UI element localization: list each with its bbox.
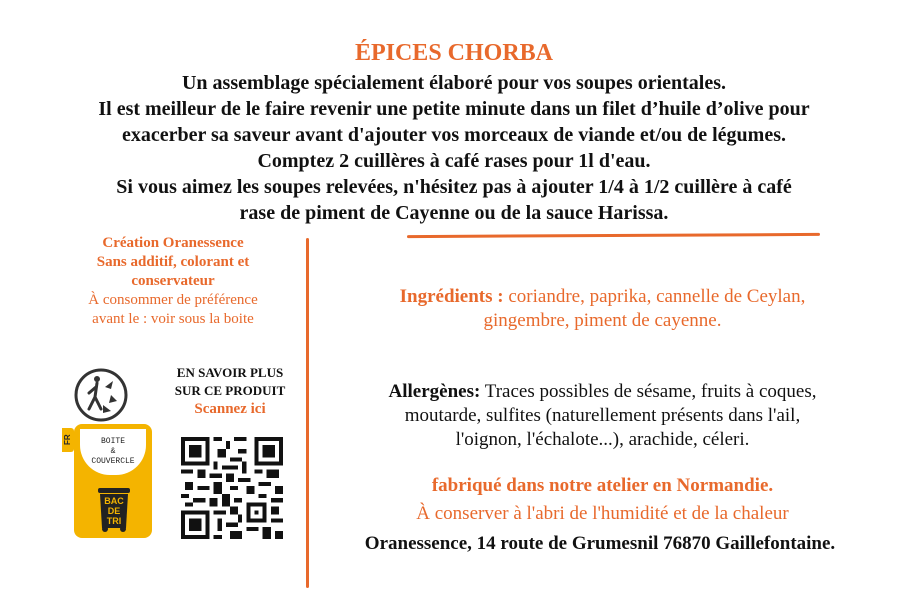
best-before-text: À consommer de préférence xyxy=(88,292,258,308)
product-description xyxy=(20,70,888,226)
packaging-label-line: & xyxy=(110,447,116,456)
intro-line: exacerber sa saveur avant d'ajouter vos morceaux de viande et/ou de légumes. xyxy=(121,124,786,146)
intro-line: Si vous aimez les soupes relevées, n'hésitez pas à ajouter 1/4 à 1/2 cuillère à café xyxy=(116,176,792,198)
made-in-text: fabriqué dans notre atelier en Normandie. xyxy=(431,475,774,496)
allergens-text: Traces possibles de sésame, fruits à coques, xyxy=(484,381,817,402)
brand-info xyxy=(55,234,291,329)
fr-tag: FR xyxy=(62,428,74,452)
intro-line: Il est meilleur de le faire revenir une petite minute dans un filet d’huile d’olive pour xyxy=(98,98,810,120)
packaging-label xyxy=(80,429,146,475)
ingredients-label: Ingrédients : xyxy=(399,286,504,307)
sorting-info-card xyxy=(74,424,152,538)
allergens-label: Allergènes: xyxy=(388,381,481,402)
packaging-label-line: BOITE xyxy=(100,437,125,446)
allergens-text-2: moutarde, sulfites (naturellement présents dans l'ail, xyxy=(404,405,801,426)
packaging-label-line: COUVERCLE xyxy=(91,457,135,466)
triman-recycling-icon xyxy=(73,367,129,423)
allergens-text-3: l'oignon, l'échalote...), arachide, céleri. xyxy=(455,429,750,450)
qr-caption xyxy=(160,364,300,418)
intro-line: Comptez 2 cuillères à café rases pour 1l d'eau. xyxy=(257,150,651,172)
best-before-text-2: avant le : voir sous la boite xyxy=(92,311,254,327)
bin-text xyxy=(96,496,132,526)
additives-text: Sans additif, colorant et conservateur xyxy=(96,254,250,289)
bin-text-line: DE xyxy=(107,506,121,516)
creation-text: Création Oranessence xyxy=(102,235,244,251)
title-underline-divider xyxy=(407,233,820,238)
qr-caption-line: EN SAVOIR PLUS xyxy=(176,365,284,380)
bin-text-line: BAC xyxy=(104,496,124,506)
storage-text: À conserver à l'abri de l'humidité et de la chaleur xyxy=(416,503,789,524)
ingredients-section xyxy=(330,285,875,333)
bin-text-line: TRI xyxy=(106,516,122,526)
allergens-section xyxy=(330,380,875,452)
intro-line: Un assemblage spécialement élaboré pour vos soupes orientales. xyxy=(181,72,727,94)
product-title: ÉPICES CHORBA xyxy=(354,40,554,66)
scan-here-text: Scannez ici xyxy=(194,401,266,417)
qr-code-icon[interactable] xyxy=(181,437,283,539)
intro-line: rase de piment de Cayenne ou de la sauce Harissa. xyxy=(239,202,669,224)
qr-caption-line-2: SUR CE PRODUIT xyxy=(174,383,286,398)
company-address: Oranessence, 14 route de Grumesnil 76870 Gaillefontaine. xyxy=(364,533,836,554)
ingredients-text: coriandre, paprika, cannelle de Ceylan, xyxy=(508,286,806,307)
ingredients-text-2: gingembre, piment de cayenne. xyxy=(483,310,722,331)
